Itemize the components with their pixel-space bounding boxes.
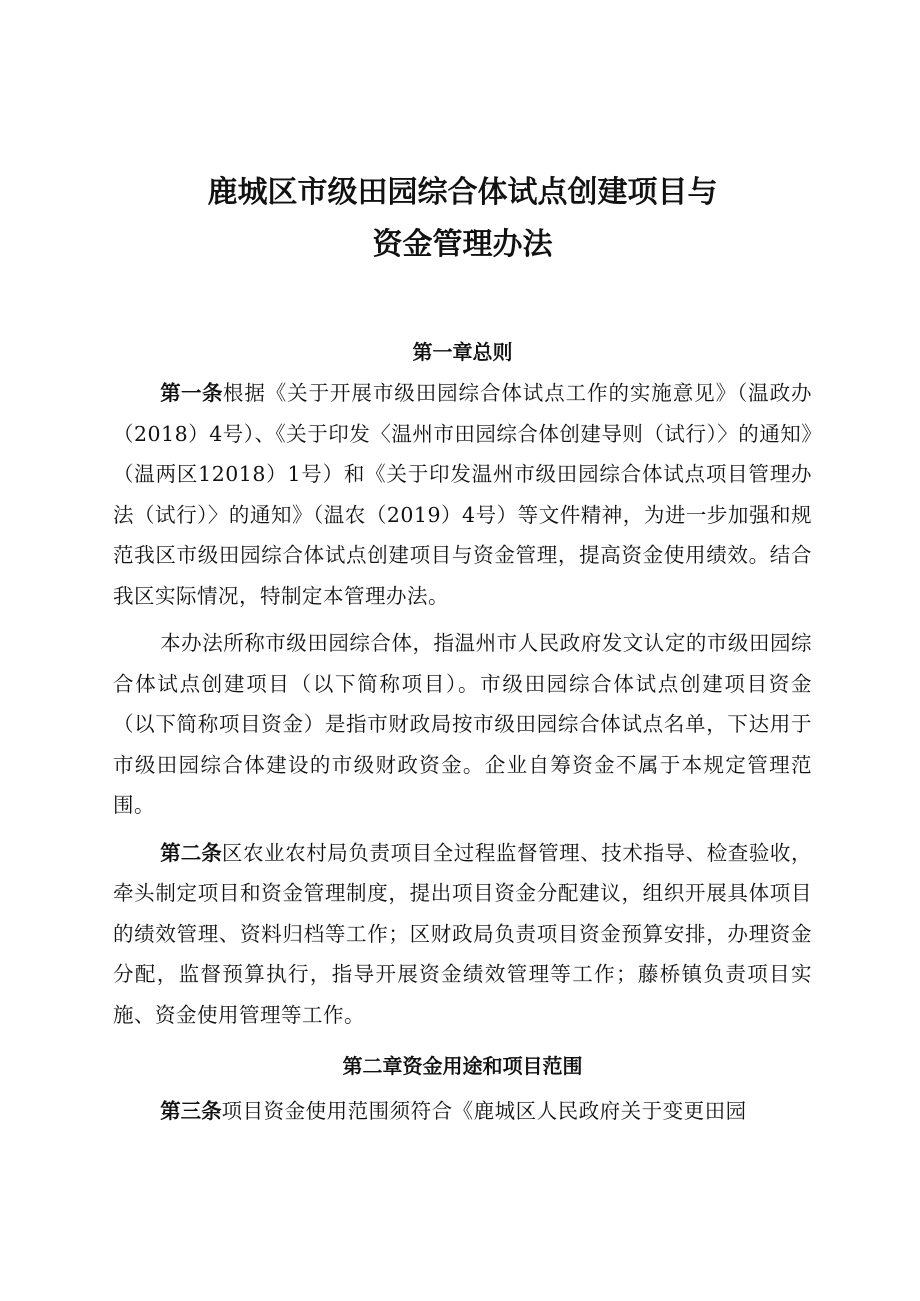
article-3-paragraph <box>113 1091 812 1132</box>
chapter-1-heading: 第一章总则 <box>412 340 513 364</box>
chapter-2-heading: 第二章资金用途和项目范围 <box>342 1054 583 1078</box>
title-line-1: 鹿城区市级田园综合体试点创建项目与 <box>207 175 718 210</box>
article-3-text: 项目资金使用范围须符合《鹿城区人民政府关于变更田园 <box>221 1099 747 1123</box>
article-2-paragraph <box>113 833 812 1036</box>
paragraph-2 <box>113 623 812 826</box>
article-2-text: 区农业农村局负责项目全过程监督管理、技术指导、检查验收，牵头制定项目和资金管理制度，提出项目资金分配建议，组织开展具体项目的绩效管理、资料归档等工作；区财政局负责项目资金预算安排，办理资金分配，监督预算执行，指导开展资金绩效管理等工作；藤桥镇负责项目实施、资金使用管理等工作。 <box>113 840 813 1027</box>
paragraph-2-text: 本办法所称市级田园综合体，指温州市人民政府发文认定的市级田园综合体试点创建项目（以下简称项目）。市级田园综合体试点创建项目资金（以下简称项目资金）是指市财政局按市级田园综合体试点名单，下达用于市级田园综合体建设的市级财政资金。企业自筹资金不属于本规定管理范围。 <box>113 631 812 817</box>
article-3-label: 第三条 <box>160 1099 222 1123</box>
article-2-label: 第二条 <box>160 840 222 865</box>
title-line-2: 资金管理办法 <box>372 227 553 262</box>
article-1-label: 第一条 <box>160 381 223 405</box>
article-1-text: 根据《关于开展市级田园综合体试点工作的实施意见》（温政办（2018）4号）、《关于印发〈温州市田园综合体创建导则（试行）〉的通知》（温两区12018）1号）和《关于印发温州市级田园综合体试点项目管理办法（试行）〉的通知》（温农（2019）4号）等文件精神，为进一步加强和规范我区市级田园综合体试点创建项目与资金管理，提高资金使用绩效。结合我区实际情况，特制定本管理办法。 <box>113 381 813 608</box>
document-title <box>113 167 812 271</box>
article-1-paragraph <box>113 373 812 616</box>
